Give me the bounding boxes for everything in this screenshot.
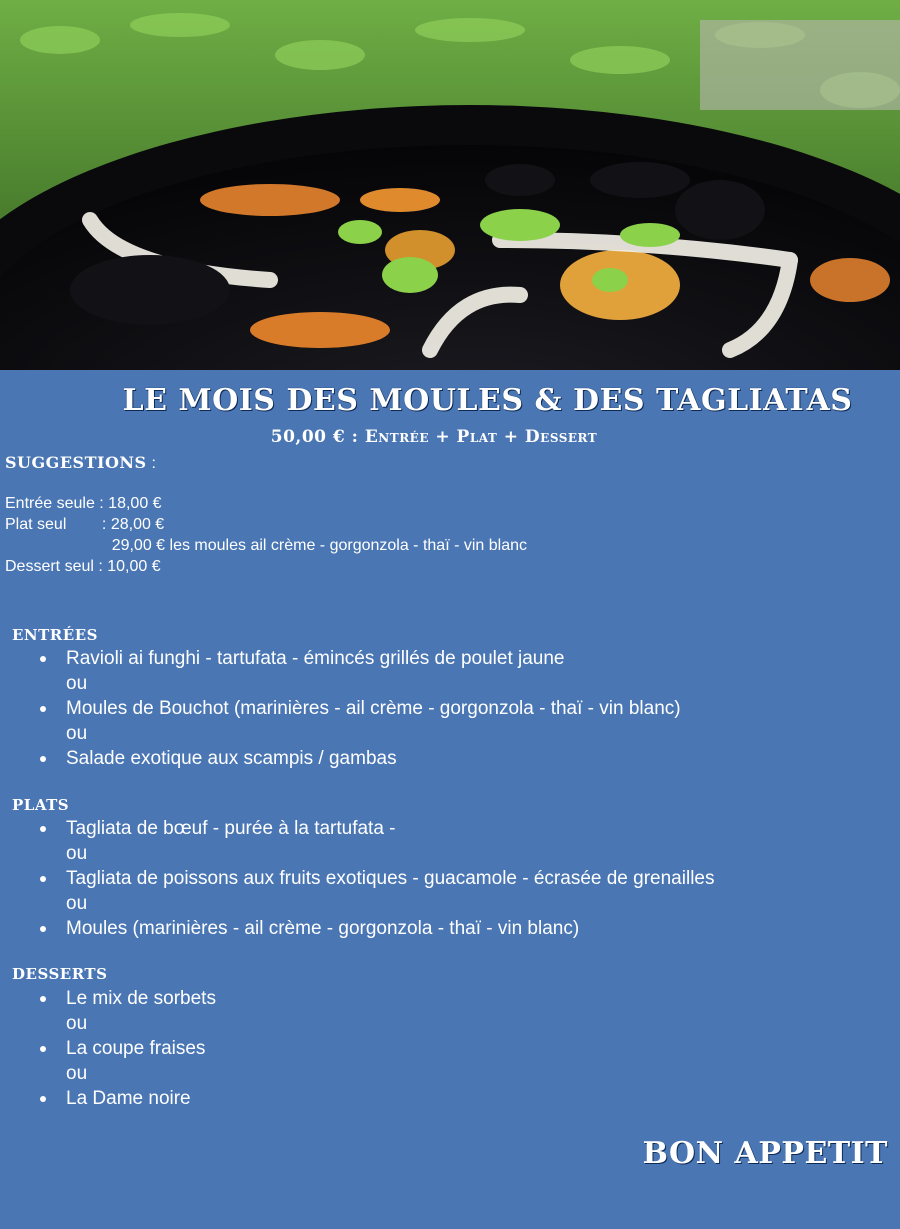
price-dessert-seul: Dessert seul : 10,00 € [5, 558, 161, 575]
list-item: Tagliata de poissons aux fruits exotiques - guacamole - écrasée de grenailles [30, 866, 714, 891]
list-separator: ou [66, 843, 88, 864]
price-formula: 50,00 € : Entrée + Plat + Dessert [270, 427, 598, 447]
list-item: La Dame noire [30, 1086, 216, 1111]
suggestions-heading-label: SUGGESTIONS [5, 453, 147, 472]
list-item: Salade exotique aux scampis / gambas [30, 746, 681, 771]
mussels-pot-illustration [0, 0, 900, 370]
price-plat-moules: 29,00 € les moules ail crème - gorgonzola - thaï - vin blanc [5, 537, 528, 554]
page-title: LE MOIS DES MOULES & DES TAGLIATAS [122, 383, 853, 418]
price-list [5, 493, 527, 577]
price-plat-seul: Plat seul : 28,00 € [5, 516, 165, 533]
entrees-list [30, 646, 681, 771]
closing-text: BON APPETIT [642, 1136, 888, 1171]
list-separator: ou [66, 673, 88, 694]
list-separator: ou [66, 893, 88, 914]
desserts-heading: DESSERTS [12, 965, 108, 983]
list-separator: ou [66, 1013, 88, 1034]
list-item: Moules de Bouchot (marinières - ail crème - gorgonzola - thaï - vin blanc) [30, 696, 681, 721]
plats-heading: PLATS [12, 796, 70, 814]
price-entree-seule: Entrée seule : 18,00 € [5, 495, 162, 512]
desserts-list [30, 986, 216, 1111]
hero-image [0, 0, 900, 370]
list-item: La coupe fraises [30, 1036, 216, 1061]
suggestions-heading [5, 453, 156, 473]
suggestions-heading-colon: : [146, 455, 157, 472]
list-item: Ravioli ai funghi - tartufata - émincés grillés de poulet jaune [30, 646, 681, 671]
list-item: Moules (marinières - ail crème - gorgonzola - thaï - vin blanc) [30, 916, 714, 941]
list-item: Tagliata de bœuf - purée à la tartufata - [30, 816, 714, 841]
entrees-heading: ENTRÉES [12, 626, 98, 644]
list-separator: ou [66, 1063, 88, 1084]
plats-list [30, 816, 714, 941]
list-item: Le mix de sorbets [30, 986, 216, 1011]
list-separator: ou [66, 723, 88, 744]
